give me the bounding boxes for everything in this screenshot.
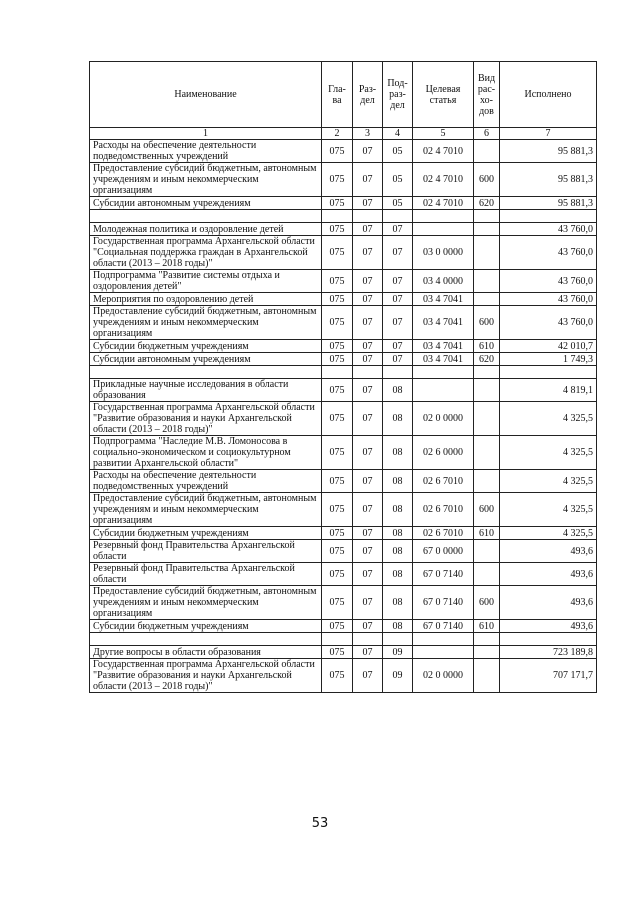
cell-name: Резервный фонд Правительства Архангельской области [90, 540, 322, 563]
cell-podrazdel: 07 [383, 293, 413, 306]
cell-glava: 075 [322, 493, 353, 527]
cell-razdel: 07 [353, 402, 383, 436]
cell-statya [413, 210, 474, 223]
cell-amount: 4 325,5 [500, 470, 597, 493]
cell-statya: 02 4 7010 [413, 163, 474, 197]
cell-razdel: 07 [353, 270, 383, 293]
cell-glava: 075 [322, 659, 353, 693]
cell-podrazdel [383, 633, 413, 646]
cell-podrazdel: 05 [383, 163, 413, 197]
cell-razdel: 07 [353, 470, 383, 493]
cell-razdel: 07 [353, 563, 383, 586]
cell-podrazdel: 08 [383, 470, 413, 493]
table-header-row [90, 62, 597, 128]
cell-vid [474, 470, 500, 493]
table-row [90, 223, 597, 236]
table-row [90, 270, 597, 293]
page-number: 53 [311, 816, 329, 831]
cell-razdel: 07 [353, 436, 383, 470]
cell-razdel: 07 [353, 293, 383, 306]
cell-vid: 600 [474, 493, 500, 527]
cell-statya: 03 0 0000 [413, 236, 474, 270]
cell-name: Предоставление субсидий бюджетным, автономным учреждениям и иным некоммерческим организациям [90, 586, 322, 620]
cell-razdel [353, 210, 383, 223]
cell-statya: 02 0 0000 [413, 402, 474, 436]
table-row [90, 236, 597, 270]
cell-vid [474, 659, 500, 693]
header-statya-text: Целевая статья [425, 83, 461, 106]
cell-razdel: 07 [353, 586, 383, 620]
table-row [90, 659, 597, 693]
cell-amount: 4 819,1 [500, 379, 597, 402]
cell-statya: 03 4 0000 [413, 270, 474, 293]
cell-statya: 67 0 7140 [413, 563, 474, 586]
table-row [90, 306, 597, 340]
table-row [90, 436, 597, 470]
cell-amount: 493,6 [500, 563, 597, 586]
cell-amount: 1 749,3 [500, 353, 597, 366]
cell-podrazdel: 05 [383, 197, 413, 210]
cell-glava: 075 [322, 470, 353, 493]
cell-glava: 075 [322, 540, 353, 563]
cell-name: Предоставление субсидий бюджетным, автономным учреждениям и иным некоммерческим организациям [90, 163, 322, 197]
cell-podrazdel: 09 [383, 646, 413, 659]
cell-amount: 493,6 [500, 540, 597, 563]
cell-amount: 4 325,5 [500, 402, 597, 436]
table-row [90, 540, 597, 563]
cell-podrazdel: 05 [383, 140, 413, 163]
header-vid [474, 62, 500, 128]
cell-podrazdel: 07 [383, 236, 413, 270]
table-row [90, 197, 597, 210]
cell-name: Расходы на обеспечение деятельности подведомственных учреждений [90, 140, 322, 163]
cell-podrazdel: 07 [383, 306, 413, 340]
cell-statya: 02 4 7010 [413, 140, 474, 163]
cell-razdel: 07 [353, 340, 383, 353]
cell-statya [413, 223, 474, 236]
table-row [90, 620, 597, 633]
cell-name [90, 366, 322, 379]
cell-name: Подпрограмма "Наследие М.В. Ломоносова в социально-экономическом и социокультурном развитии Архангельской области" [90, 436, 322, 470]
cell-amount: 43 760,0 [500, 293, 597, 306]
column-number: 2 [322, 128, 353, 140]
cell-statya: 02 0 0000 [413, 659, 474, 693]
column-number: 1 [90, 128, 322, 140]
header-vid-text: Вид рас- хо- дов [477, 72, 496, 117]
cell-amount: 493,6 [500, 586, 597, 620]
cell-name: Подпрограмма "Развитие системы отдыха и оздоровления детей" [90, 270, 322, 293]
cell-podrazdel: 08 [383, 540, 413, 563]
cell-razdel: 07 [353, 353, 383, 366]
cell-name: Государственная программа Архангельской области "Развитие образования и науки Архангельской области (2013 – 2018 годы)" [90, 402, 322, 436]
budget-table [89, 61, 597, 693]
cell-vid: 610 [474, 340, 500, 353]
table-row [90, 470, 597, 493]
cell-glava [322, 210, 353, 223]
cell-glava [322, 366, 353, 379]
table-row [90, 163, 597, 197]
cell-amount: 42 010,7 [500, 340, 597, 353]
cell-razdel [353, 366, 383, 379]
cell-razdel: 07 [353, 646, 383, 659]
cell-statya: 02 6 0000 [413, 436, 474, 470]
cell-statya [413, 633, 474, 646]
cell-amount: 43 760,0 [500, 223, 597, 236]
cell-amount: 4 325,5 [500, 436, 597, 470]
cell-podrazdel: 08 [383, 379, 413, 402]
cell-glava: 075 [322, 340, 353, 353]
cell-statya: 03 4 7041 [413, 293, 474, 306]
cell-statya [413, 379, 474, 402]
table-row [90, 586, 597, 620]
cell-name: Резервный фонд Правительства Архангельской области [90, 563, 322, 586]
column-number: 7 [500, 128, 597, 140]
cell-name: Предоставление субсидий бюджетным, автономным учреждениям и иным некоммерческим организациям [90, 306, 322, 340]
cell-vid [474, 366, 500, 379]
header-statya [413, 62, 474, 128]
header-name: Наименование [90, 62, 322, 128]
cell-vid [474, 236, 500, 270]
cell-podrazdel: 07 [383, 340, 413, 353]
cell-name: Субсидии автономным учреждениям [90, 353, 322, 366]
cell-statya: 03 4 7041 [413, 306, 474, 340]
cell-statya: 02 6 7010 [413, 493, 474, 527]
header-podrazdel-text: Под- раз- дел [387, 78, 408, 111]
cell-razdel: 07 [353, 659, 383, 693]
cell-podrazdel: 09 [383, 659, 413, 693]
cell-razdel: 07 [353, 527, 383, 540]
cell-statya: 67 0 7140 [413, 620, 474, 633]
cell-amount: 95 881,3 [500, 163, 597, 197]
header-podrazdel [383, 62, 413, 128]
cell-glava: 075 [322, 197, 353, 210]
cell-statya: 02 6 7010 [413, 527, 474, 540]
cell-glava: 075 [322, 402, 353, 436]
cell-vid [474, 436, 500, 470]
cell-vid [474, 223, 500, 236]
table-row [90, 527, 597, 540]
cell-statya: 03 4 7041 [413, 353, 474, 366]
cell-razdel: 07 [353, 140, 383, 163]
cell-statya: 03 4 7041 [413, 340, 474, 353]
cell-glava: 075 [322, 379, 353, 402]
cell-glava: 075 [322, 140, 353, 163]
cell-amount: 4 325,5 [500, 493, 597, 527]
cell-podrazdel: 07 [383, 353, 413, 366]
cell-amount: 4 325,5 [500, 527, 597, 540]
table-row [90, 366, 597, 379]
cell-name: Субсидии бюджетным учреждениям [90, 620, 322, 633]
cell-vid: 610 [474, 620, 500, 633]
cell-vid [474, 140, 500, 163]
cell-statya [413, 646, 474, 659]
cell-razdel [353, 633, 383, 646]
table-row [90, 633, 597, 646]
cell-vid [474, 270, 500, 293]
cell-podrazdel: 08 [383, 436, 413, 470]
cell-vid [474, 210, 500, 223]
cell-amount [500, 366, 597, 379]
cell-vid: 610 [474, 527, 500, 540]
table-row [90, 379, 597, 402]
column-number-row [90, 128, 597, 140]
cell-podrazdel: 08 [383, 620, 413, 633]
cell-glava: 075 [322, 586, 353, 620]
cell-podrazdel: 08 [383, 586, 413, 620]
table-row [90, 402, 597, 436]
cell-name: Субсидии автономным учреждениям [90, 197, 322, 210]
cell-vid [474, 563, 500, 586]
cell-amount: 43 760,0 [500, 306, 597, 340]
cell-vid [474, 402, 500, 436]
table-row [90, 140, 597, 163]
cell-amount: 95 881,3 [500, 140, 597, 163]
cell-name [90, 633, 322, 646]
cell-amount: 707 171,7 [500, 659, 597, 693]
cell-podrazdel: 07 [383, 223, 413, 236]
cell-statya: 02 6 7010 [413, 470, 474, 493]
cell-name: Субсидии бюджетным учреждениям [90, 340, 322, 353]
cell-podrazdel: 08 [383, 563, 413, 586]
header-ispolneno: Исполнено [500, 62, 597, 128]
cell-name: Прикладные научные исследования в области образования [90, 379, 322, 402]
cell-amount: 723 189,8 [500, 646, 597, 659]
cell-name: Молодежная политика и оздоровление детей [90, 223, 322, 236]
table-row [90, 340, 597, 353]
cell-razdel: 07 [353, 163, 383, 197]
cell-amount: 493,6 [500, 620, 597, 633]
cell-glava: 075 [322, 646, 353, 659]
cell-podrazdel: 08 [383, 402, 413, 436]
cell-glava: 075 [322, 306, 353, 340]
column-number: 4 [383, 128, 413, 140]
column-number: 6 [474, 128, 500, 140]
cell-glava: 075 [322, 527, 353, 540]
cell-vid [474, 540, 500, 563]
header-glava [322, 62, 353, 128]
cell-podrazdel [383, 366, 413, 379]
cell-amount: 43 760,0 [500, 270, 597, 293]
cell-vid [474, 293, 500, 306]
cell-podrazdel: 08 [383, 493, 413, 527]
cell-glava: 075 [322, 163, 353, 197]
cell-vid: 620 [474, 353, 500, 366]
cell-razdel: 07 [353, 223, 383, 236]
cell-vid [474, 379, 500, 402]
cell-glava: 075 [322, 353, 353, 366]
cell-glava: 075 [322, 293, 353, 306]
cell-name: Государственная программа Архангельской области "Социальная поддержка граждан в Архангельской области (2013 – 2018 годы)" [90, 236, 322, 270]
cell-razdel: 07 [353, 306, 383, 340]
cell-razdel: 07 [353, 540, 383, 563]
cell-name: Другие вопросы в области образования [90, 646, 322, 659]
table-row [90, 353, 597, 366]
cell-amount: 43 760,0 [500, 236, 597, 270]
cell-vid [474, 646, 500, 659]
cell-statya [413, 366, 474, 379]
cell-glava [322, 633, 353, 646]
cell-amount [500, 633, 597, 646]
cell-razdel: 07 [353, 620, 383, 633]
cell-name: Мероприятия по оздоровлению детей [90, 293, 322, 306]
cell-name [90, 210, 322, 223]
cell-vid: 600 [474, 586, 500, 620]
cell-statya: 67 0 7140 [413, 586, 474, 620]
cell-glava: 075 [322, 270, 353, 293]
cell-vid: 620 [474, 197, 500, 210]
cell-vid: 600 [474, 163, 500, 197]
cell-amount [500, 210, 597, 223]
cell-podrazdel: 08 [383, 527, 413, 540]
cell-razdel: 07 [353, 379, 383, 402]
cell-glava: 075 [322, 436, 353, 470]
cell-razdel: 07 [353, 493, 383, 527]
cell-name: Государственная программа Архангельской области "Развитие образования и науки Архангельской области (2013 – 2018 годы)" [90, 659, 322, 693]
table-row [90, 293, 597, 306]
cell-name: Субсидии бюджетным учреждениям [90, 527, 322, 540]
cell-amount: 95 881,3 [500, 197, 597, 210]
table-row [90, 493, 597, 527]
cell-statya: 02 4 7010 [413, 197, 474, 210]
cell-vid [474, 633, 500, 646]
cell-razdel: 07 [353, 236, 383, 270]
cell-name: Предоставление субсидий бюджетным, автономным учреждениям и иным некоммерческим организациям [90, 493, 322, 527]
column-number: 5 [413, 128, 474, 140]
cell-vid: 600 [474, 306, 500, 340]
header-glava-text: Гла- ва [328, 83, 346, 106]
header-razdel-text: Раз- дел [358, 83, 377, 106]
cell-glava: 075 [322, 563, 353, 586]
cell-podrazdel: 07 [383, 270, 413, 293]
table-row [90, 563, 597, 586]
header-razdel [353, 62, 383, 128]
table-row [90, 646, 597, 659]
cell-glava: 075 [322, 620, 353, 633]
cell-podrazdel [383, 210, 413, 223]
cell-razdel: 07 [353, 197, 383, 210]
column-number: 3 [353, 128, 383, 140]
cell-glava: 075 [322, 223, 353, 236]
cell-glava: 075 [322, 236, 353, 270]
cell-name: Расходы на обеспечение деятельности подведомственных учреждений [90, 470, 322, 493]
table-row [90, 210, 597, 223]
cell-statya: 67 0 0000 [413, 540, 474, 563]
